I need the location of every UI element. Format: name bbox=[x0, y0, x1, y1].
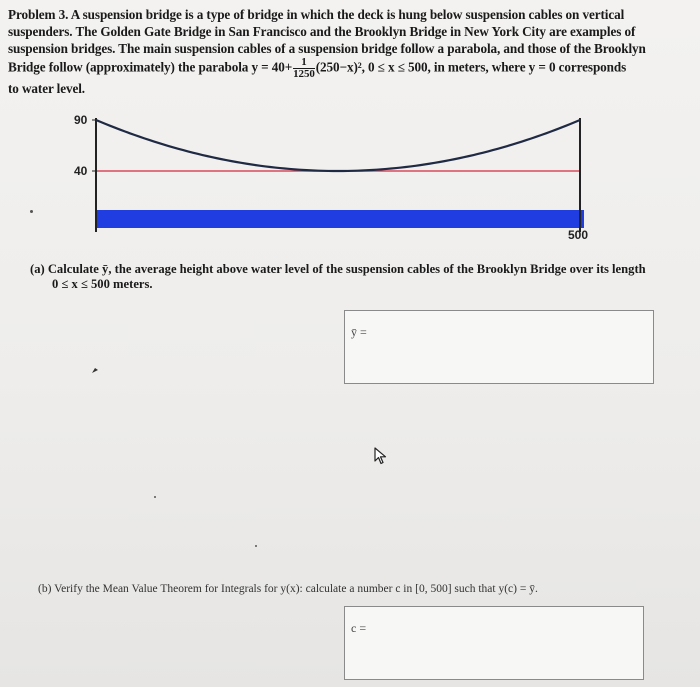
problem-line-1: Problem 3. A suspension bridge is a type of bridge in which the deck is hung below suspension cables on vertical bbox=[8, 7, 625, 22]
page-speck bbox=[154, 496, 156, 498]
part-b-answer-box[interactable] bbox=[344, 606, 644, 680]
fraction-numerator: 1 bbox=[293, 57, 315, 69]
suspension-cable-curve bbox=[96, 120, 580, 171]
part-a-line-1: (a) Calculate ȳ, the average height above water level of the suspension cables of the Brooklyn Bridge over its length bbox=[30, 262, 646, 276]
page-speck bbox=[255, 545, 257, 547]
part-a-question bbox=[30, 262, 680, 292]
y-tick-label-40: 40 bbox=[74, 164, 88, 178]
stray-mark-icon bbox=[91, 361, 99, 379]
equation-fraction bbox=[293, 57, 315, 80]
equation-prefix: Bridge follow (approximately) the parabola y = 40+ bbox=[8, 59, 293, 75]
bridge-chart-svg bbox=[72, 112, 612, 244]
problem-line-5: to water level. bbox=[8, 81, 85, 96]
y-tick-label-90: 90 bbox=[74, 113, 88, 127]
problem-statement bbox=[8, 6, 688, 97]
mouse-pointer-icon bbox=[374, 447, 388, 470]
problem-line-2: suspenders. The Golden Gate Bridge in San Francisco and the Brooklyn Bridge in New York City are examples of bbox=[8, 24, 636, 39]
page-speck bbox=[30, 210, 33, 213]
problem-line-4 bbox=[8, 57, 688, 80]
fraction-denominator: 1250 bbox=[293, 68, 315, 80]
part-a-answer-box[interactable] bbox=[344, 310, 654, 384]
problem-line-3: suspension bridges. The main suspension cables of a suspension bridge follow a parabola, and those of the Brooklyn bbox=[8, 41, 646, 56]
part-b-question: (b) Verify the Mean Value Theorem for Integrals for y(x): calculate a number c in [0, 500] such that y(c) = ȳ. bbox=[38, 583, 538, 595]
part-a-answer-label: ȳ = bbox=[351, 325, 367, 339]
part-a-line-2: 0 ≤ x ≤ 500 meters. bbox=[52, 277, 153, 291]
bridge-chart bbox=[72, 112, 612, 244]
equation-suffix: (250−x)², 0 ≤ x ≤ 500, in meters, where y = 0 corresponds bbox=[315, 59, 627, 75]
part-b-answer-label: c = bbox=[351, 621, 367, 635]
x-tick-label-500: 500 bbox=[568, 228, 589, 242]
bridge-deck bbox=[96, 210, 584, 228]
